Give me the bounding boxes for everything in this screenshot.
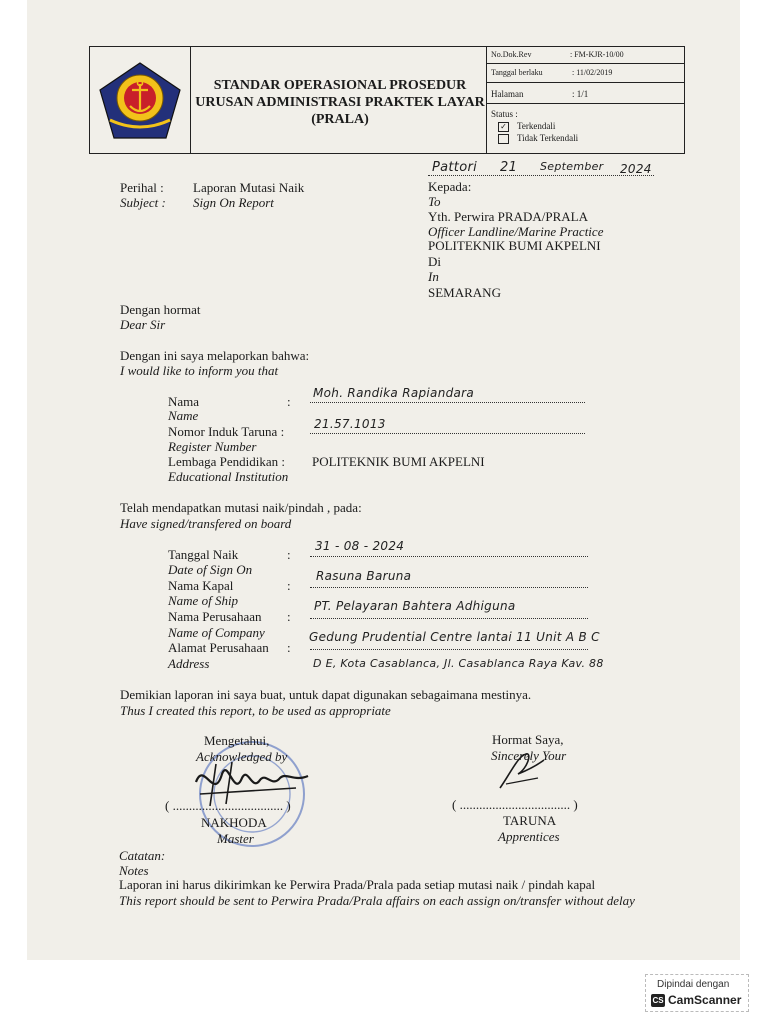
camscanner-badge xyxy=(645,974,749,1012)
notes-text: Laporan ini harus dikirimkan ke Perwira Prada/Prala pada setiap mutasi naik / pindah kapal xyxy=(119,877,596,892)
empty-box-icon xyxy=(498,134,509,144)
perihal-label: Perihal : xyxy=(120,180,164,195)
alamat-value-line1: Gedung Prudential Centre lantai 11 Unit A B C xyxy=(309,630,600,644)
place-day: 21 xyxy=(500,160,518,175)
greeting: Dengan hormat xyxy=(120,302,201,317)
camscanner-logo-icon: CS xyxy=(652,996,664,1005)
in-label: In xyxy=(428,269,439,284)
lembaga-value: POLITEKNIK BUMI AKPELNI xyxy=(312,454,485,469)
camscanner-brand: CamScanner xyxy=(668,993,742,1007)
tanggal-naik-value: 31 - 08 - 2024 xyxy=(315,539,405,553)
perihal-value: Laporan Mutasi Naik xyxy=(193,180,305,195)
recipient-name: Yth. Perwira PRADA/PRALA xyxy=(428,209,588,224)
kepada-label: Kepada: xyxy=(428,179,472,194)
recipient-name-en: Officer Landline/Marine Practice xyxy=(428,224,604,239)
institution-logo-icon xyxy=(96,60,184,142)
transfer-intro-en: Have signed/transfered on board xyxy=(120,516,292,531)
closing-text-en: Thus I created this report, to be used as appropriate xyxy=(120,703,391,718)
name-label-en: Name xyxy=(168,408,199,423)
di-label: Di xyxy=(428,254,441,269)
recipient-institution: POLITEKNIK BUMI AKPELNI xyxy=(428,238,601,253)
acknowledged-by-label: Acknowledged by xyxy=(196,749,288,764)
cadet-signature-icon xyxy=(492,748,552,792)
alamat-value-line2: D E, Kota Casablanca, Jl. Casablanca Raya Kav. 88 xyxy=(313,657,604,670)
catatan-label: Catatan: xyxy=(119,848,166,863)
date-of-sign-on-label-en: Date of Sign On xyxy=(168,562,253,577)
nit-value: 21.57.1013 xyxy=(314,417,386,431)
name-of-ship-label-en: Name of Ship xyxy=(168,593,239,608)
greeting-en: Dear Sir xyxy=(120,317,166,332)
place-city: Pattori xyxy=(432,160,478,175)
apprentices-label-en: Apprentices xyxy=(498,829,560,844)
tanggal-berlaku-label: Tanggal berlaku xyxy=(491,68,543,77)
nama-label: Nama xyxy=(168,394,200,409)
intro-text: Dengan ini saya melaporkan bahwa: xyxy=(120,348,310,363)
intro-text-en: I would like to inform you that xyxy=(120,363,279,378)
recipient-city: SEMARANG xyxy=(428,285,501,300)
closing-text: Demikian laporan ini saya buat, untuk dapat digunakan sebagaimana mestinya. xyxy=(120,687,532,702)
nama-kapal-label: Nama Kapal xyxy=(168,578,234,593)
notes-label-en: Notes xyxy=(119,863,149,878)
master-signature-brackets: ( .................................. ) xyxy=(165,798,291,813)
header-title-line3: (PRALA) xyxy=(311,112,369,127)
status-option-terkendali: ✓ Terkendali xyxy=(498,121,555,132)
nama-perusahaan-value: PT. Pelayaran Bahtera Adhiguna xyxy=(314,599,516,613)
status-option-tidak-terkendali: Tidak Terkendali xyxy=(498,133,578,144)
doc-rev-value: : FM-KJR-10/00 xyxy=(570,50,624,59)
master-label-en: Master xyxy=(217,831,254,846)
name-of-company-label-en: Name of Company xyxy=(168,625,265,640)
subject-label: Subject : xyxy=(120,195,166,210)
mengetahui-label: Mengetahui, xyxy=(204,733,270,748)
cadet-signature-brackets: ( .................................. ) xyxy=(452,797,578,812)
nama-perusahaan-label: Nama Perusahaan xyxy=(168,609,262,624)
to-label: To xyxy=(428,194,441,209)
checked-box-icon: ✓ xyxy=(498,122,509,132)
halaman-value: : 1/1 xyxy=(572,89,589,99)
scanned-with-label: Dipindai dengan xyxy=(657,979,730,990)
tanggal-berlaku-value: : 11/02/2019 xyxy=(572,68,613,77)
status-label: Status : xyxy=(491,109,518,119)
nama-kapal-value: Rasuna Baruna xyxy=(316,569,412,583)
doc-rev-label: No.Dok.Rev xyxy=(491,50,532,59)
educational-institution-label-en: Educational Institution xyxy=(168,469,289,484)
address-label-en: Address xyxy=(168,656,210,671)
hormat-saya-label: Hormat Saya, xyxy=(492,732,564,747)
header-title-line1: STANDAR OPERASIONAL PROSEDUR xyxy=(213,78,467,93)
taruna-label: TARUNA xyxy=(503,813,557,828)
place-year: 2024 xyxy=(620,162,652,176)
register-number-label-en: Register Number xyxy=(168,439,257,454)
tanggal-naik-label: Tanggal Naik xyxy=(168,547,239,562)
nit-label: Nomor Induk Taruna : xyxy=(168,424,285,439)
nama-value: Moh. Randika Rapiandara xyxy=(313,386,475,400)
header-title-line2: URUSAN ADMINISTRASI PRAKTEK LAYAR xyxy=(195,95,485,110)
nakhoda-label: NAKHODA xyxy=(201,815,267,830)
notes-text-en: This report should be sent to Perwira Prada/Prala affairs on each assign on/transfer without delay xyxy=(119,893,635,908)
place-month: September xyxy=(540,160,604,173)
transfer-intro: Telah mendapatkan mutasi naik/pindah , pada: xyxy=(120,500,362,515)
sincerely-label-en: Sincerely Your xyxy=(491,748,567,763)
lembaga-label: Lembaga Pendidikan : xyxy=(168,454,285,469)
halaman-label: Halaman xyxy=(491,89,524,99)
alamat-perusahaan-label: Alamat Perusahaan xyxy=(168,640,269,655)
subject-value: Sign On Report xyxy=(193,195,274,210)
